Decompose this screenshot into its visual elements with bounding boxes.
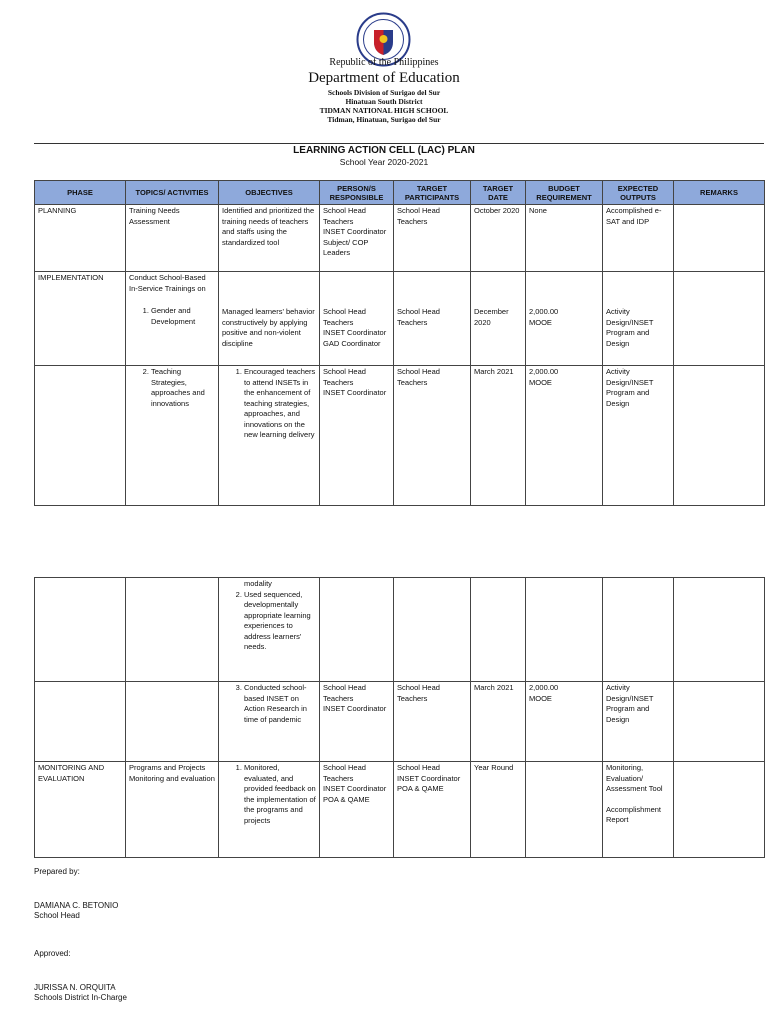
republic-line: Republic of the Philippines (329, 57, 439, 68)
remarks-cell (674, 762, 765, 858)
column-header: BUDGET REQUIREMENT (526, 181, 603, 205)
outputs-cell: Activity Design/INSET Program and Design (603, 682, 674, 762)
participants-text: School Head Teachers (397, 307, 440, 327)
outputs-text: Activity Design/INSET Program and Design (606, 307, 654, 348)
objective-list (222, 367, 316, 441)
objective-continuation: modality (244, 579, 272, 588)
prepared-by-label: Prepared by: (34, 867, 80, 876)
date-cell: March 2021 (471, 366, 526, 506)
date-cell (471, 578, 526, 682)
column-header: EXPECTED OUTPUTS (603, 181, 674, 205)
lac-plan-table (34, 180, 765, 506)
participants-cell: School Head Teachers (394, 366, 471, 506)
budget-cell: 2,000.00 MOOE (526, 682, 603, 762)
budget-cell: 2,000.00 MOOE (526, 366, 603, 506)
topic-item: 2. Teaching Strategies, approaches and innovations (151, 367, 215, 409)
objective-cell (219, 762, 320, 858)
participants-cell: School Head INSET Coordinator POA & QAME (394, 762, 471, 858)
column-header: PERSON/S RESPONSIBLE (320, 181, 394, 205)
phase-cell (35, 578, 126, 682)
column-header: OBJECTIVES (219, 181, 320, 205)
budget-cell (526, 762, 603, 858)
outputs-cell (603, 762, 674, 858)
prepared-by-name: DAMIANA C. BETONIO (34, 901, 119, 910)
topic-list (129, 367, 215, 409)
phase-cell: MONITORING AND EVALUATION (35, 762, 126, 858)
objective-list (222, 683, 316, 725)
table-row (35, 366, 765, 506)
outputs-cell: Activity Design/INSET Program and Design (603, 366, 674, 506)
document-title: LEARNING ACTION CELL (LAC) PLAN (293, 145, 475, 156)
table-row (35, 205, 765, 272)
participants-cell: School Head Teachers (394, 682, 471, 762)
budget-cell (526, 272, 603, 366)
phase-cell (35, 682, 126, 762)
objective-item: 1. Monitored, evaluated, and provided feedback on the implementation of the programs and projects (244, 763, 316, 826)
participants-cell: School Head Teachers (394, 205, 471, 272)
topic-list (129, 306, 215, 327)
date-cell (471, 272, 526, 366)
department-line: Department of Education (308, 70, 460, 86)
outputs-cell: Accomplished e-SAT and IDP (603, 205, 674, 272)
person-cell (320, 272, 394, 366)
date-cell: Year Round (471, 762, 526, 858)
topic-cell: Training Needs Assessment (126, 205, 219, 272)
outputs-cell (603, 272, 674, 366)
topic-cell (126, 578, 219, 682)
budget-text: 2,000.00 MOOE (529, 307, 559, 327)
person-cell (320, 578, 394, 682)
address-block (0, 88, 768, 124)
objective-cell: Identified and prioritized the training needs of teachers and staffs using the standardized tool (219, 205, 320, 272)
lac-plan-table-continued (34, 577, 765, 858)
topic-item: 1. Gender and Development (151, 306, 215, 327)
approved-by-label: Approved: (34, 949, 71, 958)
outputs-cell (603, 578, 674, 682)
objective-text: Managed learners' behavior constructively by applying positive and non-violent discipline (222, 307, 315, 348)
school-line: TIDMAN NATIONAL HIGH SCHOOL (319, 106, 449, 115)
person-cell: School Head Teachers INSET Coordinator (320, 366, 394, 506)
division-line: Schools Division of Surigao del Sur (327, 88, 441, 97)
outputs-text: Monitoring, Evaluation/ Assessment Tool (606, 763, 663, 793)
column-header: TARGET DATE (471, 181, 526, 205)
remarks-cell (674, 682, 765, 762)
participants-cell (394, 578, 471, 682)
remarks-cell (674, 205, 765, 272)
phase-cell: PLANNING (35, 205, 126, 272)
date-cell: October 2020 (471, 205, 526, 272)
school-year: School Year 2020-2021 (339, 157, 429, 167)
topic-intro: Conduct School-Based In-Service Trainings on (129, 273, 206, 293)
topic-cell (126, 272, 219, 366)
table-row (35, 578, 765, 682)
remarks-cell (674, 272, 765, 366)
objective-item: 1. Encouraged teachers to attend INSETs in the enhancement of teaching strategies, approaches, and innovations on the new learning delivery (244, 367, 316, 441)
person-cell: School Head Teachers INSET Coordinator (320, 682, 394, 762)
objective-cell (219, 366, 320, 506)
topic-cell (126, 682, 219, 762)
table-row (35, 272, 765, 366)
budget-cell (526, 578, 603, 682)
table-header-row (35, 181, 765, 205)
approved-by-title: Schools District In-Charge (34, 993, 127, 1002)
participants-cell (394, 272, 471, 366)
person-cell: School Head Teachers INSET Coordinator POA & QAME (320, 762, 394, 858)
date-text: December 2020 (474, 307, 509, 327)
budget-cell: None (526, 205, 603, 272)
phase-cell (35, 366, 126, 506)
topic-cell (126, 366, 219, 506)
outputs-text-2: Accomplishment Report (606, 804, 662, 824)
person-text: School Head Teachers INSET Coordinator GAD Coordinator (323, 307, 387, 348)
objective-list (222, 763, 316, 826)
remarks-cell (674, 366, 765, 506)
person-cell: School Head Teachers INSET Coordinator Subject/ COP Leaders (320, 205, 394, 272)
objective-cell (219, 578, 320, 682)
objective-item: 3. Conducted school-based INSET on Action Research in time of pandemic (244, 683, 316, 725)
objective-cell (219, 272, 320, 366)
approved-by-name: JURISSA N. ORQUITA (34, 983, 116, 992)
column-header: TOPICS/ ACTIVITIES (126, 181, 219, 205)
date-cell: March 2021 (471, 682, 526, 762)
table-row (35, 762, 765, 858)
district-line: Hinatuan South District (345, 97, 423, 106)
objective-item: 2. Used sequenced, developmentally appropriate learning experiences to address learners' needs. (244, 590, 316, 653)
header-divider (34, 143, 764, 144)
phase-cell: IMPLEMENTATION (35, 272, 126, 366)
remarks-cell (674, 578, 765, 682)
objective-list (222, 590, 316, 653)
column-header: TARGET PARTICIPANTS (394, 181, 471, 205)
table-row (35, 682, 765, 762)
column-header: REMARKS (674, 181, 765, 205)
prepared-by-title: School Head (34, 911, 80, 920)
school-address-line: Tidman, Hinatuan, Surigao del Sur (327, 115, 441, 124)
topic-cell: Programs and Projects Monitoring and evaluation (126, 762, 219, 858)
objective-cell (219, 682, 320, 762)
column-header: PHASE (35, 181, 126, 205)
